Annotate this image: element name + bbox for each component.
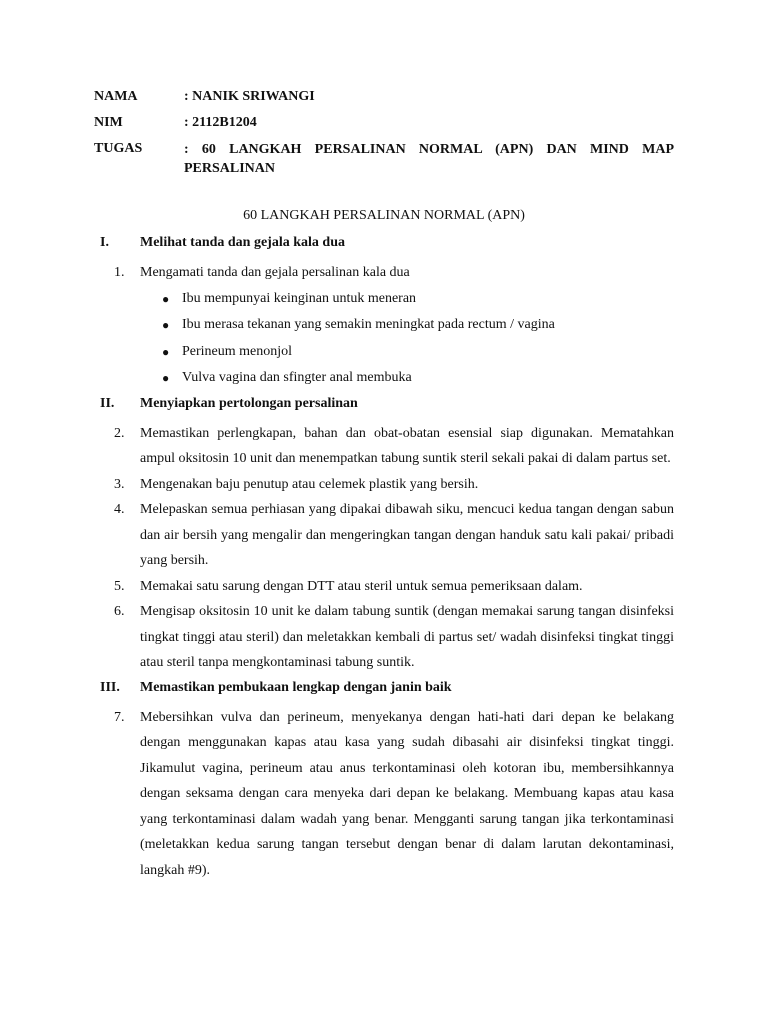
tugas-value: : 60 LANGKAH PERSALINAN NORMAL (APN) DAN MIND MAP PERSALINAN <box>184 142 678 176</box>
bullet-text: Vulva vagina dan sfingter anal membuka <box>182 370 412 385</box>
bullet-icon: ● <box>162 318 170 332</box>
step-item <box>94 705 674 884</box>
step-text: Memastikan perlengkapan, bahan dan obat-obatan esensial siap digunakan. Mematahkan ampul oksitosin 10 unit dan menempatkan tabung suntik steril sekali pakai di dalam partus set. <box>140 425 674 466</box>
nim-row <box>94 114 674 132</box>
step-item <box>94 260 674 286</box>
bullet-icon: ● <box>162 371 170 385</box>
section-heading <box>94 395 674 413</box>
nim-label: NIM <box>94 115 123 130</box>
step-number: 2. <box>114 425 125 441</box>
step-text: Mengamati tanda dan gejala persalinan kala dua <box>140 265 410 280</box>
section-heading <box>94 679 674 697</box>
step-item <box>94 497 674 574</box>
bullet-text: Perineum menonjol <box>182 343 293 359</box>
bullet-item <box>94 312 674 339</box>
step-number: 6. <box>114 604 125 619</box>
document-body <box>94 234 674 883</box>
nama-row <box>94 88 674 106</box>
step-text: Melepaskan semua perhiasan yang dipakai dibawah siku, mencuci kedua tangan dengan sabun dan air bersih yang mengalir dan mengeringkan tangan dengan handuk satu kali pakai/ pribadi yang bersih. <box>140 502 674 568</box>
step-text: Mengenakan baju penutup atau celemek plastik yang bersih. <box>140 476 479 492</box>
document-title: 60 LANGKAH PERSALINAN NORMAL (APN) <box>243 208 525 223</box>
step-number: 3. <box>114 476 125 492</box>
tugas-row <box>94 140 678 178</box>
section-title: Melihat tanda dan gejala kala dua <box>140 235 345 250</box>
section-numeral: I. <box>100 235 109 250</box>
step-item <box>94 421 674 472</box>
step-item <box>94 574 674 600</box>
bullet-text: Ibu merasa tekanan yang semakin meningkat pada rectum / vagina <box>182 317 555 332</box>
nama-value: : NANIK SRIWANGI <box>184 89 315 104</box>
bullet-list <box>94 286 674 392</box>
step-item <box>94 472 674 498</box>
student-info <box>94 88 678 186</box>
step-number: 7. <box>114 709 125 725</box>
step-number: 4. <box>114 502 125 517</box>
step-text: Mengisap oksitosin 10 unit ke dalam tabung suntik (dengan memakai sarung tangan disinfeksi tingkat tinggi atau steril) dan meletakkan kembali di partus set/ wadah disinfeksi tingkat tinggi atau steril tanpa mengkontaminasi tabung suntik. <box>140 604 674 670</box>
bullet-item <box>94 365 674 392</box>
step-item <box>94 599 674 676</box>
nama-label: NAMA <box>94 89 138 104</box>
section-title: Memastikan pembukaan lengkap dengan janin baik <box>140 679 452 695</box>
step-text: Memakai satu sarung dengan DTT atau steril untuk semua pemeriksaan dalam. <box>140 578 583 594</box>
section-title: Menyiapkan pertolongan persalinan <box>140 395 358 411</box>
nim-value: : 2112B1204 <box>184 115 257 130</box>
bullet-text: Ibu mempunyai keinginan untuk meneran <box>182 290 417 306</box>
bullet-icon: ● <box>162 291 170 306</box>
bullet-icon: ● <box>162 344 170 359</box>
bullet-item <box>94 286 674 313</box>
step-number: 5. <box>114 578 125 594</box>
step-text: Mebersihkan vulva dan perineum, menyekanya dengan hati-hati dari depan ke belakang dengan menggunakan kapas atau kasa yang sudah dibasahi air disinfeksi tingkat tinggi. Jikamulut vagina, perineum atau anus terkontaminasi oleh kotoran ibu, membersihkannya dengan seksama dengan cara menyeka dari depan ke belakang. Membuang kapas atau kasa yang terkontaminasi dalam wadah yang benar. Mengganti sarung tangan jika terkontaminasi (meletakkan kedua sarung tangan tersebut dengan benar di dalam larutan dekontaminasi, langkah #9). <box>140 709 674 878</box>
tugas-label: TUGAS <box>94 141 143 156</box>
section-numeral: III. <box>100 679 120 695</box>
section-numeral: II. <box>100 395 115 411</box>
step-number: 1. <box>114 265 125 280</box>
bullet-item <box>94 339 674 366</box>
section-heading <box>94 234 674 252</box>
